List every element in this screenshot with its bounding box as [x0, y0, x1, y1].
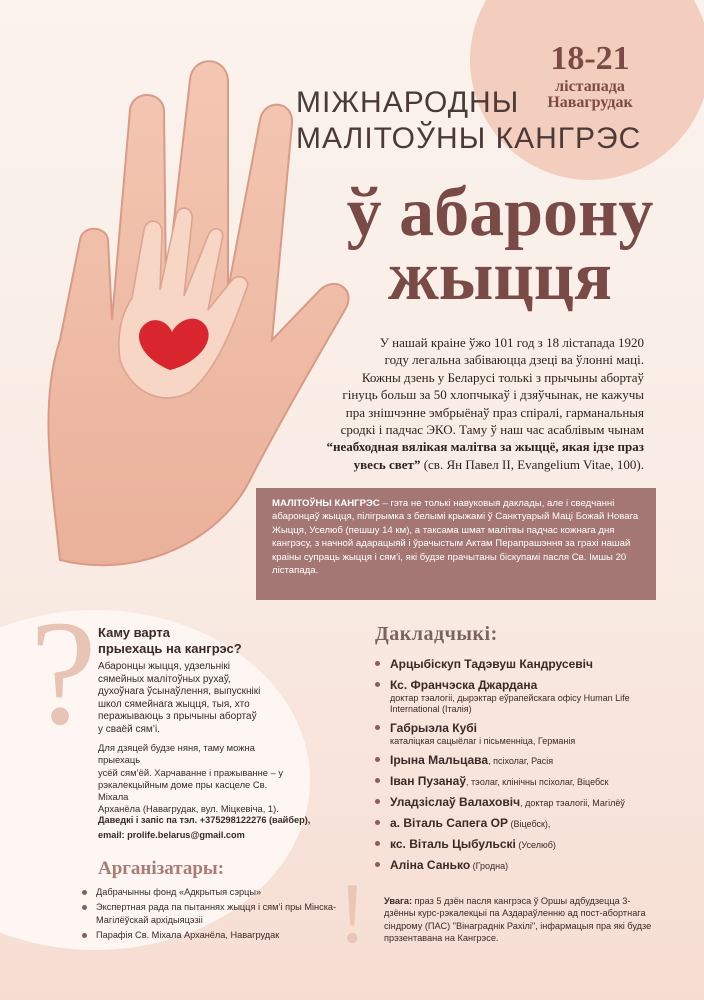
question-mark-icon: ?: [30, 590, 97, 756]
congress-info-box: [256, 488, 656, 600]
who-heading-line: прыехаць на кангрэс?: [98, 641, 242, 656]
slogan-line-2: жыцця: [388, 238, 612, 315]
who-line: у сваёй сям’і.: [98, 723, 160, 735]
intro-line: сродкі і падчас ЭКО. Таму ў наш час асаблівым чынам: [340, 422, 644, 438]
event-place: Навагрудак: [547, 94, 633, 111]
speaker-name: Аліна Санько: [390, 858, 471, 872]
intro-quote-end: увесь свет”: [353, 456, 421, 472]
intro-paragraph: [252, 334, 644, 473]
intro-line: гінуць больш за 50 хлопчыкаў і дзяўчынак, не кажучы: [342, 387, 644, 403]
note-lead: Увага:: [384, 896, 412, 906]
info-box-text: – гэта не толькі навуковыя даклады, але і сведчанні абаронцаў жыцця, пілігрымка з белымі крыжамі ў Санктуарый Маці Божай Новага Жыцця, Уселюб (пешшу 14 км), а таксама шмат малітвы падчас кожнага дня кангрэсу, з начной адарацыяй і ўрачыстым Актам Перапрашэння за грахі нашай краіны супраць жыцця і сям’і, які будзе прачытаны біскупамі пасля Св. Імшы 20 лістапада.: [272, 498, 639, 577]
speaker-item: [372, 678, 672, 715]
speaker-name: Арцыбіскуп Тадэвуш Кандрусевіч: [390, 657, 593, 671]
contact-info: [98, 813, 358, 843]
speaker-item: [372, 816, 672, 831]
organizers-list: [80, 886, 340, 945]
event-month: лістапада: [555, 78, 625, 95]
speaker-item: [372, 795, 672, 810]
speakers-heading: Дакладчыкі:: [375, 623, 498, 645]
family-line: Для дзяцей будзе няня, таму можна прыехаць: [98, 742, 255, 766]
who-line: Абаронцы жыцця, удзельнікі: [98, 661, 230, 672]
speaker-item: [372, 721, 672, 747]
title-line-2: МАЛІТОЎНЫ КАНГРЭС: [296, 122, 642, 155]
organizer-item: Дабрачынны фонд «Адкрытыя сэрцы»: [80, 886, 340, 898]
attention-note: [384, 895, 659, 945]
info-box-lead: МАЛІТОЎНЫ КАНГРЭС: [272, 498, 380, 509]
who-heading-line: Каму варта: [98, 625, 171, 640]
speaker-item: [372, 858, 672, 873]
speaker-name: Уладзіслаў Валаховіч: [390, 795, 521, 809]
who-text: [98, 661, 298, 737]
speaker-desc: каталіцкая сацыёлаг і пісьменніца, Германія: [390, 736, 576, 746]
who-line: школ сямейнага жыцця, тыя, хто: [98, 698, 250, 710]
speaker-desc: (Уселюб): [515, 840, 556, 850]
family-line: рэкалекцыйным доме пры касцеле Св. Міхала: [98, 778, 268, 803]
speakers-list: [372, 657, 672, 879]
speaker-desc: (Гродна): [470, 861, 509, 871]
speaker-desc: , тэолаг, клінічны псіхолаг, Віцебск: [466, 777, 609, 787]
exclamation-icon: !: [338, 865, 367, 961]
speaker-item: [372, 774, 672, 789]
note-text: праз 5 дзён пасля кангрэса ў Оршы адбудзецца 3-дзённы курс-рэкалекцыі па Аздараўленню ад пост-абортнага сіндрому (ПАС) "Вінаграднік Рахілі", інфармацыя пра які будзе прэзентавана на Кангрэсе.: [384, 896, 652, 944]
family-line: усёй сям’ёй. Харчаванне і пражыванне – у: [98, 766, 284, 778]
speaker-name: Кс. Франчэска Джардана: [390, 678, 538, 692]
intro-quote: “неабходная вялікая малітва за жыццё, якая ідзе праз: [326, 439, 644, 455]
event-dates: 18-21: [550, 40, 630, 77]
speaker-desc: , доктар тэалогіі, Магілёў: [520, 798, 625, 808]
speaker-desc: (Віцебск),: [507, 819, 551, 829]
family-info: [98, 742, 298, 816]
family-line: Арханёла (Навагрудак, вул. Міцкевіча, 1).: [98, 803, 279, 815]
speaker-item: [372, 657, 672, 672]
speaker-name: а. Віталь Сапега OP: [390, 816, 508, 830]
organizer-item: Экспертная рада па пытаннях жыцця і сям’і пры Мінска-Магілёўскай архідыяцэзіі: [80, 901, 340, 926]
speaker-item: [372, 753, 672, 768]
intro-line: Кожны дзень у Беларусі толькі з прычыны абортаў: [361, 369, 644, 385]
intro-line: году легальна забіваюцца дзеці ва ўлонні маці.: [384, 352, 644, 368]
intro-citation: (св. Ян Павел II, Evangelium Vitae, 100).: [420, 456, 644, 472]
speaker-desc: доктар тэалогіі, дырэктар еўрапейскага офісу Human Life International (Італія): [390, 693, 630, 714]
organizers-heading: Арганізатары:: [98, 858, 225, 879]
speaker-name: Іван Пузанаў: [390, 774, 467, 788]
who-line: духоўнага ўсынаўлення, выпускнікі: [98, 686, 261, 698]
contact-email[interactable]: email: prolife.belarus@gmail.com: [98, 830, 245, 840]
who-heading: [98, 625, 298, 657]
speaker-name: кс. Віталь Цыбульскі: [390, 837, 516, 851]
slogan-line-1: ў абарону: [346, 174, 654, 251]
contact-phone[interactable]: Даведкі і запіс па тэл. +375298122276 (вайбер),: [98, 815, 311, 825]
speaker-desc: , псіхолаг, Расія: [488, 756, 554, 766]
title-line-1: МІЖНАРОДНЫ: [296, 86, 520, 119]
who-line: перажываюць з прычыны абортаў: [98, 711, 257, 723]
speaker-name: Ірына Мальцава: [390, 753, 489, 767]
speaker-item: [372, 837, 672, 852]
organizer-item: Парафія Св. Міхала Арханёла, Навагрудак: [80, 929, 340, 941]
speaker-name: Габрыэла Кубі: [390, 721, 478, 735]
intro-line: пра знішчэнне эмбрыёнаў праз спіралі, гарманальныя: [345, 404, 644, 420]
who-line: сямейных малітоўных рухаў,: [98, 673, 231, 685]
intro-line: У нашай краіне ўжо 101 год з 18 лістапада 1920: [379, 335, 644, 350]
